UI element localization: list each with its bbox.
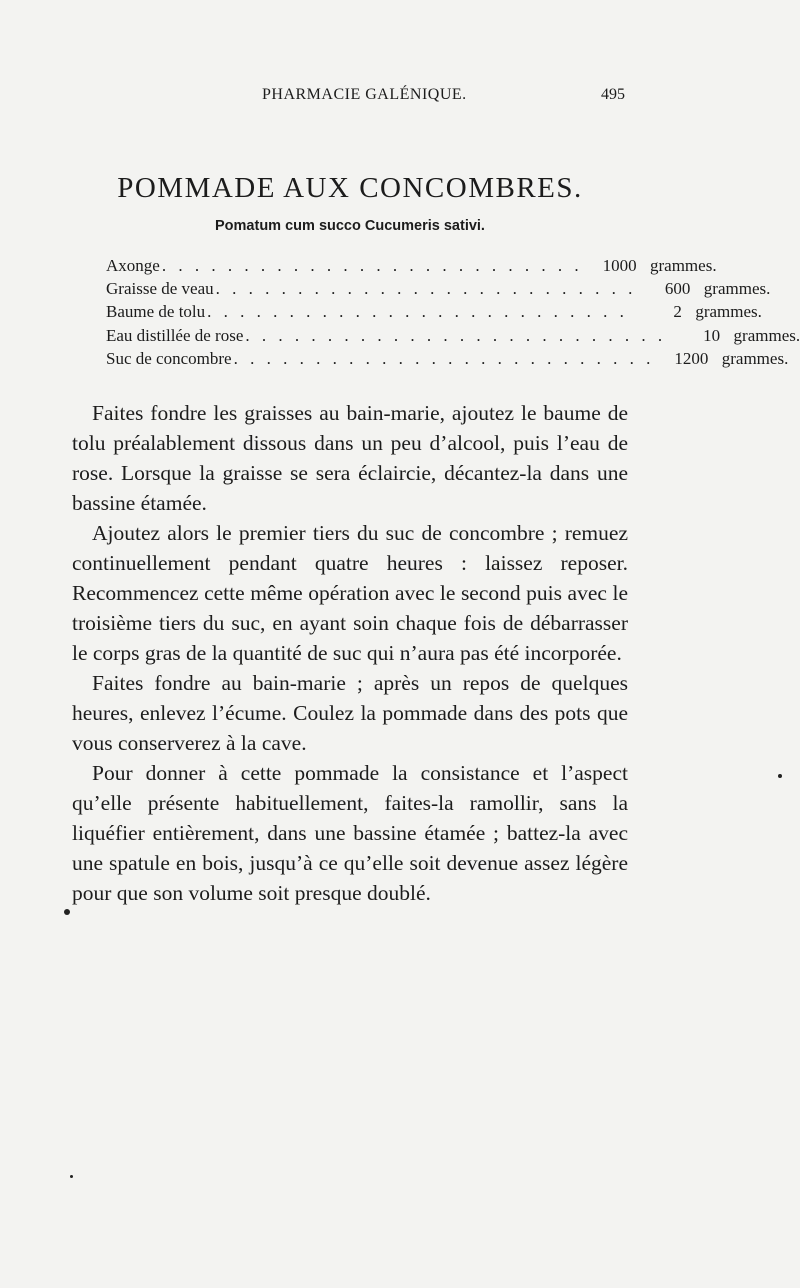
ingredient-quantity: 600 bbox=[664, 279, 691, 299]
paragraph: Faites fondre au bain-marie ; après un repos de quelques heures, enlevez l’écume. Coulez la pommade dans des pots que vous conserverez à la cave. bbox=[72, 671, 628, 755]
running-head: PHARMACIE GALÉNIQUE. bbox=[262, 86, 467, 103]
leader-dots: . . . . . . . . . . . . . . . . . . . . . . . . . . bbox=[215, 279, 637, 299]
ingredient-quantity: 10 bbox=[703, 325, 721, 345]
formula-row bbox=[106, 348, 789, 372]
formula-row bbox=[106, 302, 762, 325]
ink-speck bbox=[70, 1175, 73, 1178]
page-number: 495 bbox=[601, 86, 625, 103]
ingredient-name: Suc de concombre bbox=[106, 348, 232, 368]
paragraph: Ajoutez alors le premier tiers du suc de concombre ; remuez continuellement pendant quatre heures : laissez reposer. Recommencez cette même opération avec le second puis avec le troisième tiers du suc, en ayant soin chaque fois de débarrasser le corps gras de la quantité de suc qui n’aura pas été incorporée. bbox=[72, 521, 628, 665]
ink-speck bbox=[64, 909, 70, 915]
paragraph: Faites fondre les graisses au bain-marie, ajoutez le baume de tolu préalablement dissous dans un peu d’alcool, puis l’eau de rose. Lorsque la graisse se sera éclaircie, décantez-la dans une bassine étamée. bbox=[72, 401, 628, 515]
leader-dots: . . . . . . . . . . . . . . . . . . . . . . . . . . bbox=[233, 348, 655, 368]
recipe-title: POMMADE AUX CONCOMBRES. bbox=[117, 172, 583, 204]
ingredient-unit: grammes. bbox=[721, 348, 789, 368]
formula-list bbox=[106, 256, 800, 372]
ingredient-quantity: 1200 bbox=[674, 348, 709, 368]
body-text bbox=[72, 398, 628, 908]
ingredient-unit: grammes. bbox=[695, 302, 762, 322]
leader-dots: . . . . . . . . . . . . . . . . . . . . . . . . . . bbox=[245, 325, 667, 345]
ingredient-unit: grammes. bbox=[733, 325, 800, 345]
ingredient-quantity: 2 bbox=[673, 302, 682, 322]
ingredient-name: Graisse de veau bbox=[106, 279, 214, 299]
ingredient-name: Axonge bbox=[106, 256, 160, 275]
ingredient-unit: grammes. bbox=[703, 279, 771, 299]
formula-row bbox=[106, 325, 800, 349]
recipe-latin-subtitle: Pomatum cum succo Cucumeris sativi. bbox=[215, 218, 485, 234]
ingredient-quantity: 1000 bbox=[602, 256, 637, 275]
ingredient-unit: grammes. bbox=[650, 256, 717, 275]
formula-row bbox=[106, 256, 717, 279]
paragraph: Pour donner à cette pommade la consistance et l’aspect qu’elle présente habituellement, faites-la ramollir, sans la liquéfier entièrement, dans une bassine étamée ; battez-la avec une spatule en bois, jusqu’à ce qu’elle soit devenue assez légère pour que son volume soit presque doublé. bbox=[72, 761, 628, 905]
ingredient-name: Baume de tolu bbox=[106, 302, 206, 322]
ink-speck bbox=[778, 774, 782, 778]
leader-dots: . . . . . . . . . . . . . . . . . . . . . . . . . . bbox=[207, 302, 628, 322]
ingredient-name: Eau distillée de rose bbox=[106, 325, 244, 345]
leader-dots: . . . . . . . . . . . . . . . . . . . . . . . . . . bbox=[161, 256, 583, 275]
formula-row bbox=[106, 279, 771, 302]
